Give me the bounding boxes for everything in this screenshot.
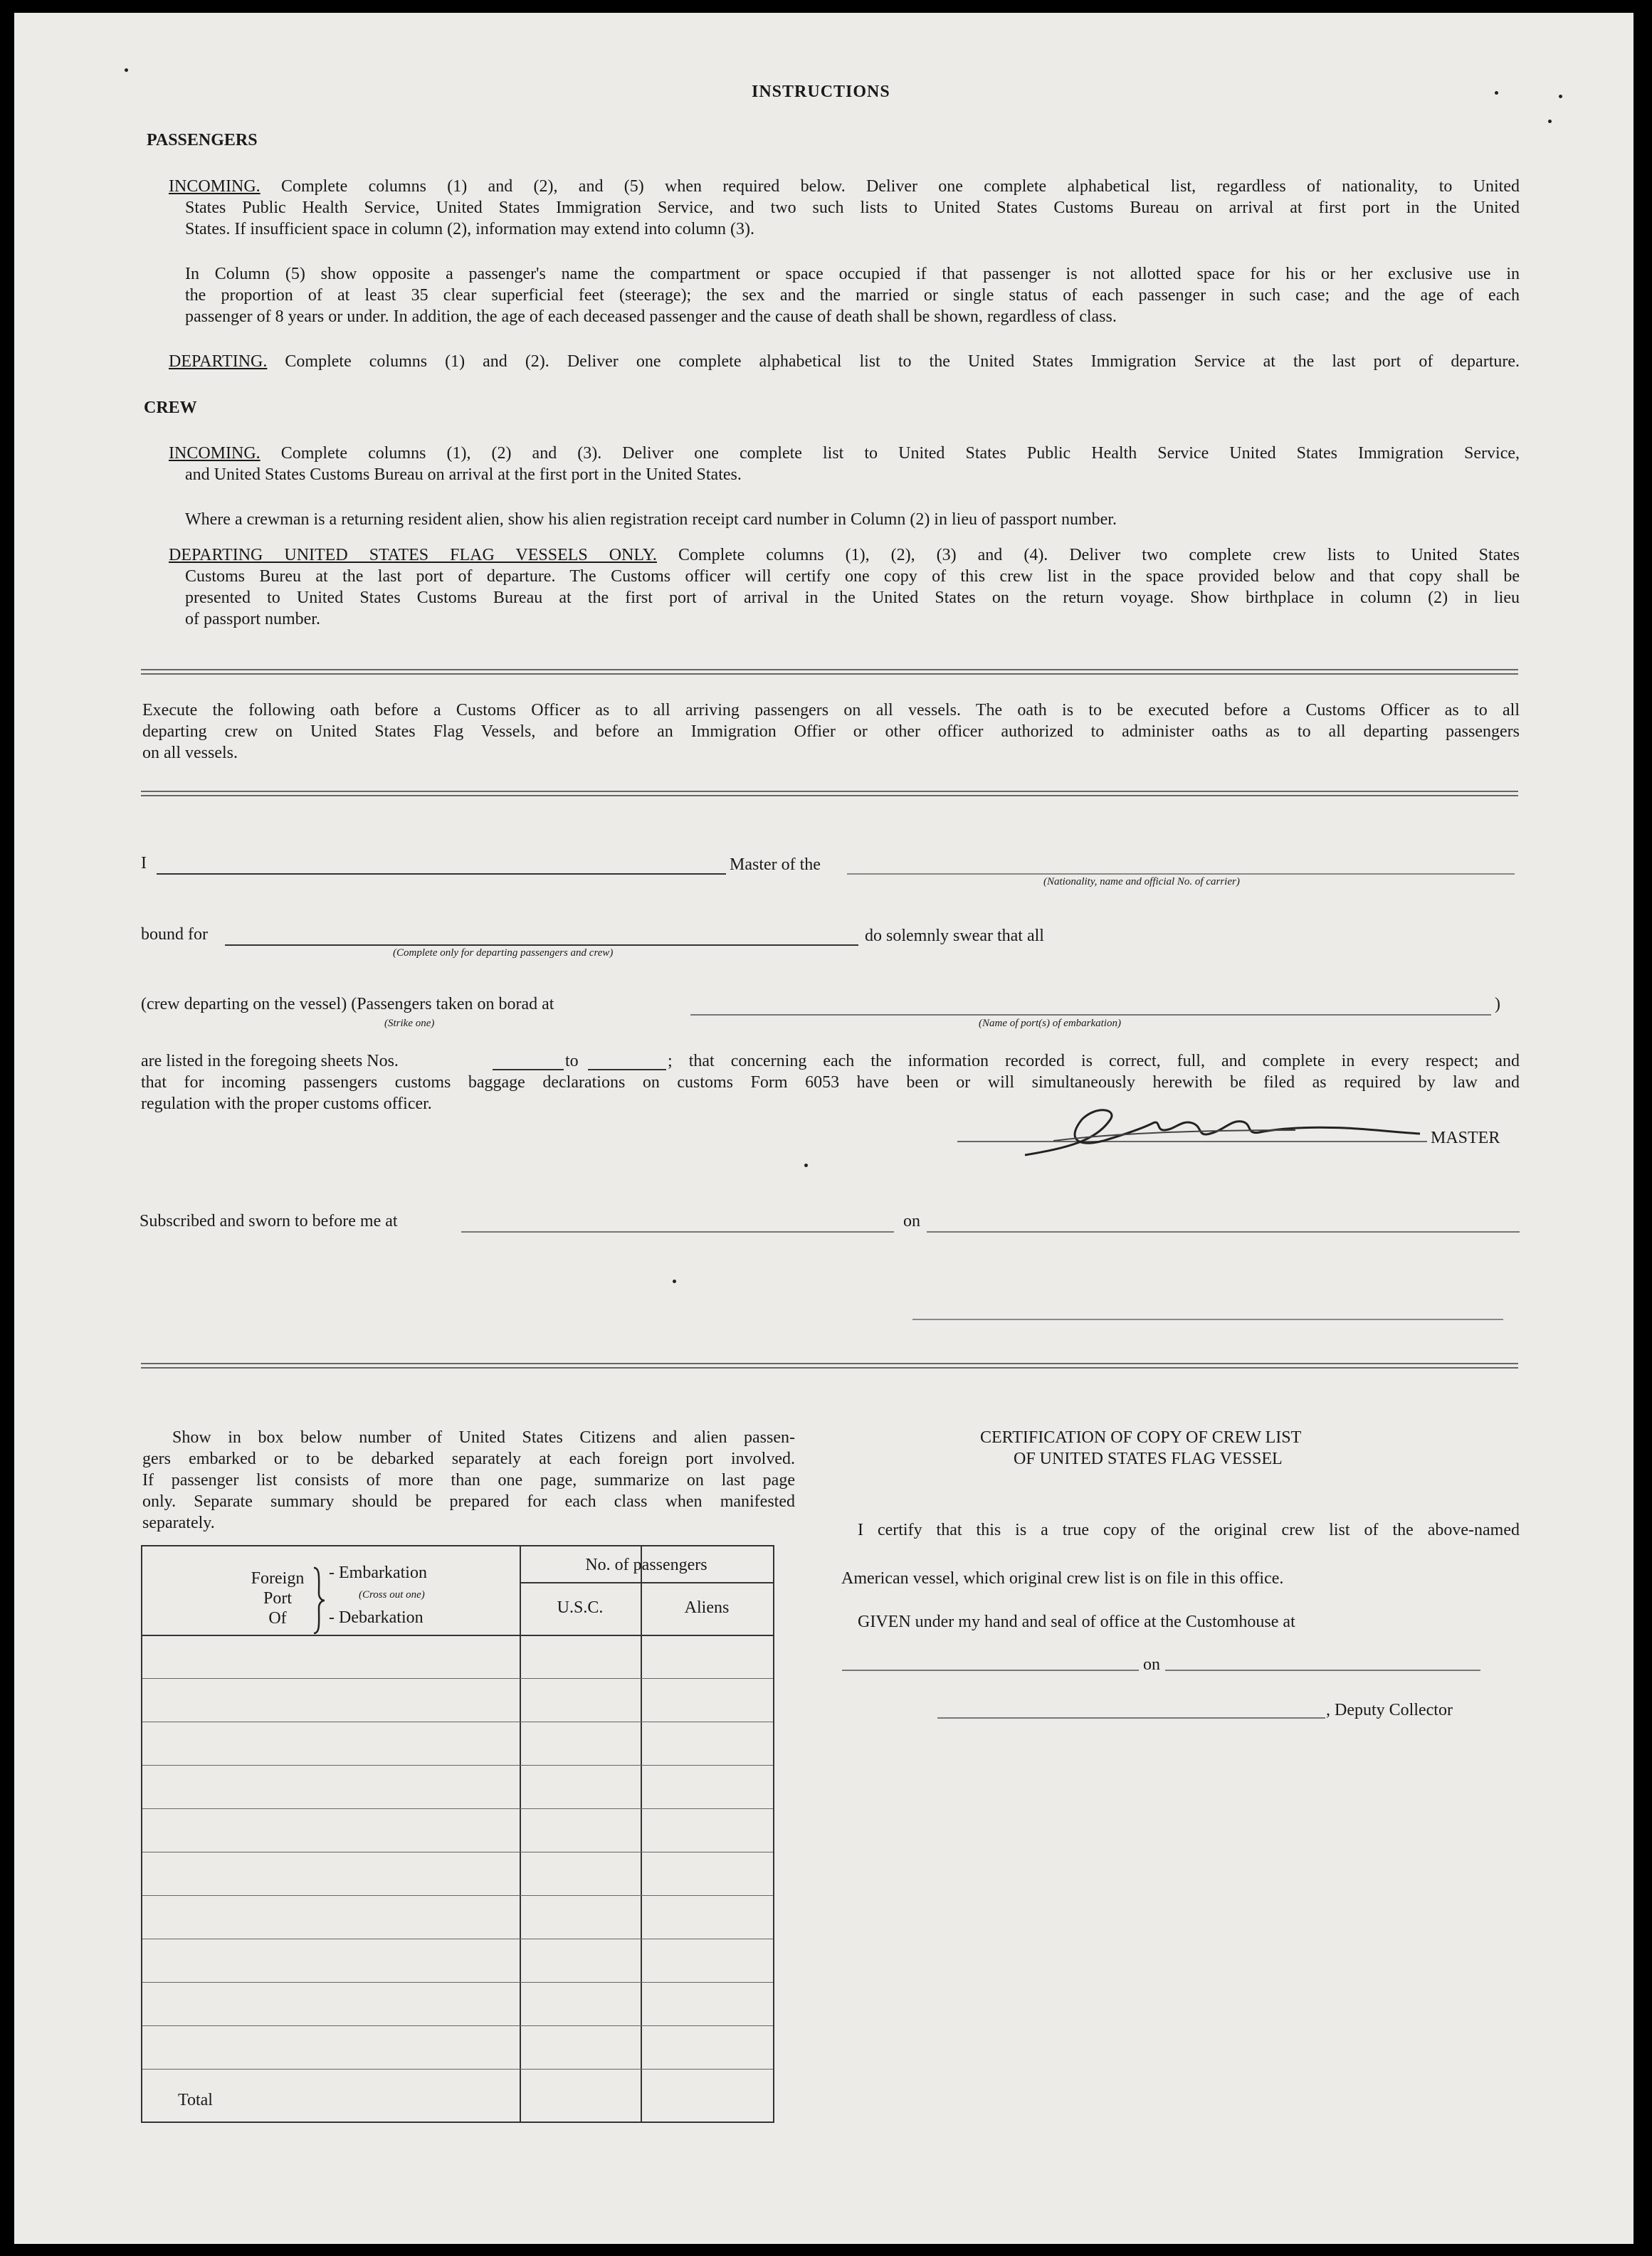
table-row bbox=[142, 2025, 773, 2026]
crew-alien-text: Where a crewman is a returning resident alien, show his alien registration receipt card number in Column (2) in lieu of passport number. bbox=[185, 510, 1117, 529]
summary-line-5: separately. bbox=[142, 1514, 215, 1532]
crew-heading: CREW bbox=[144, 399, 197, 417]
crew-incoming-line-2: and United States Customs Bureau on arrival at the first port in the United States. bbox=[185, 465, 742, 484]
table-header-of: Of bbox=[268, 1609, 287, 1628]
table-header-foreign: Foreign bbox=[251, 1569, 305, 1588]
certification-title-line-2: OF UNITED STATES FLAG VESSEL bbox=[1014, 1450, 1283, 1468]
brace-icon bbox=[312, 1565, 326, 1636]
table-total-label: Total bbox=[178, 2091, 213, 2109]
table-header-no-passengers: No. of passengers bbox=[585, 1556, 707, 1574]
section-divider bbox=[141, 1363, 1518, 1369]
strike-caption: (Strike one) bbox=[384, 1018, 435, 1029]
subscribed-label: Subscribed and sworn to before me at bbox=[140, 1212, 398, 1230]
table-row bbox=[142, 1808, 773, 1809]
oath-i-label: I bbox=[141, 854, 147, 873]
table-header-usc: U.S.C. bbox=[557, 1598, 604, 1617]
master-signature bbox=[1011, 1098, 1424, 1162]
listed-line-3: regulation with the proper customs officer. bbox=[141, 1095, 432, 1113]
officer-signature-field[interactable] bbox=[912, 1319, 1503, 1320]
master-name-field[interactable] bbox=[157, 873, 726, 875]
sheet-from-field[interactable] bbox=[493, 1069, 564, 1070]
section-divider bbox=[141, 791, 1518, 796]
customhouse-field[interactable] bbox=[842, 1670, 1139, 1671]
sworn-on-label: on bbox=[903, 1212, 920, 1230]
table-row bbox=[142, 1678, 773, 1679]
passengers-heading: PASSENGERS bbox=[147, 131, 258, 149]
table-header-embarkation: - Embarkation bbox=[329, 1564, 427, 1582]
table-header-port: Port bbox=[263, 1589, 292, 1608]
listed-label-b: ; that concerning each the information recorded is correct, full, and complete in every respect; and bbox=[668, 1052, 1520, 1070]
oath-intro-line-2: departing crew on United States Flag Vessels, and before an Immigration Offier or other officer authorized to administer oaths as to all departing passengers bbox=[142, 722, 1520, 741]
crew-departing-label: (crew departing on the vessel) (Passengers taken on borad at bbox=[141, 995, 554, 1013]
passengers-incoming-line-3: States. If insufficient space in column (2), information may extend into column (3). bbox=[185, 220, 755, 238]
summary-line-2: gers embarked or to be debarked separately at each foreign port involved. bbox=[142, 1450, 795, 1468]
certification-title-line-1: CERTIFICATION OF COPY OF CREW LIST bbox=[980, 1428, 1302, 1447]
passengers-departing-line: DEPARTING. Complete columns (1) and (2). Deliver one complete alphabetical list to the United States Immigration Service at the last port of departure. bbox=[169, 352, 1520, 371]
crew-departing-line-4: of passport number. bbox=[185, 610, 320, 628]
bound-for-label: bound for bbox=[141, 925, 208, 944]
table-row bbox=[142, 1895, 773, 1896]
carrier-caption: (Nationality, name and official No. of carrier) bbox=[1043, 876, 1240, 887]
swear-label: do solemnly swear that all bbox=[865, 927, 1044, 945]
speck bbox=[125, 68, 128, 72]
certification-on-label: on bbox=[1143, 1655, 1160, 1674]
oath-intro-line-1: Execute the following oath before a Customs Officer as to all arriving passengers on all vessels. The oath is to be executed before a Customs Officer as to all bbox=[142, 701, 1520, 720]
certification-date-field[interactable] bbox=[1165, 1670, 1480, 1671]
deputy-collector-label: , Deputy Collector bbox=[1326, 1701, 1453, 1719]
speck bbox=[804, 1164, 808, 1167]
speck bbox=[673, 1280, 676, 1283]
summary-line-4: only. Separate summary should be prepared for each class when manifested bbox=[142, 1492, 795, 1511]
column-divider bbox=[520, 1546, 521, 2121]
port-of-embarkation-field[interactable] bbox=[690, 1014, 1491, 1016]
table-header-aliens: Aliens bbox=[684, 1598, 730, 1617]
passengers-departing-label: DEPARTING. bbox=[169, 352, 268, 371]
table-header-debarkation: - Debarkation bbox=[329, 1608, 423, 1627]
listed-line-2: that for incoming passengers customs baggage declarations on customs Form 6053 have been or will simultaneously herewith be filed as required by law and bbox=[141, 1073, 1520, 1092]
master-of-the-label: Master of the bbox=[730, 855, 821, 874]
passengers-incoming-line-2: States Public Health Service, United States Immigration Service, and two such lists to United States Customs Bureau on arrival at first port in the United bbox=[185, 199, 1520, 217]
header-bottom bbox=[142, 1635, 773, 1636]
sworn-date-field[interactable] bbox=[927, 1231, 1520, 1233]
crew-incoming-line-1: INCOMING. Complete columns (1), (2) and (3). Deliver one complete list to United States Public Health Service United States Immigration Service, bbox=[169, 444, 1520, 463]
listed-label-a: are listed in the foregoing sheets Nos. bbox=[141, 1052, 399, 1070]
crew-departing-label: DEPARTING UNITED STATES FLAG VESSELS ONLY. bbox=[169, 546, 657, 564]
speck bbox=[1559, 95, 1562, 98]
crew-incoming-label: INCOMING. bbox=[169, 444, 261, 463]
form-page bbox=[14, 13, 1633, 2244]
sworn-at-field[interactable] bbox=[461, 1231, 894, 1233]
speck bbox=[1548, 120, 1552, 123]
bound-for-field[interactable] bbox=[225, 944, 858, 946]
certification-line-2: American vessel, which original crew list is on file in this office. bbox=[841, 1569, 1284, 1588]
certification-line-3: GIVEN under my hand and seal of office at the Customhouse at bbox=[858, 1613, 1295, 1631]
crew-departing-line-2: Customs Bureu at the last port of departure. The Customs officer will certify one copy of this crew list in the space provided below and that copy shall be bbox=[185, 567, 1520, 586]
listed-to-label: to bbox=[565, 1052, 579, 1070]
oath-intro-line-3: on all vessels. bbox=[142, 744, 238, 762]
carrier-field[interactable] bbox=[847, 873, 1515, 875]
crew-departing-line-1: DEPARTING UNITED STATES FLAG VESSELS ONLY. Complete columns (1), (2), (3) and (4). Deliver two complete crew lists to United States bbox=[169, 546, 1520, 564]
close-paren: ) bbox=[1495, 995, 1500, 1013]
passengers-col5-line-1: In Column (5) show opposite a passenger's name the compartment or space occupied if that passenger is not allotted space for his or her exclusive use in bbox=[185, 265, 1520, 283]
table-header-cross-out: (Cross out one) bbox=[359, 1589, 425, 1601]
crew-departing-line-3: presented to United States Customs Bureau at the first port of arrival in the United States on the return voyage. Show birthplace in column (2) in lieu bbox=[185, 589, 1520, 607]
header-divider bbox=[520, 1582, 773, 1583]
passengers-col5-line-2: the proportion of at least 35 clear superficial feet (steerage); the sex and the married or single status of each passenger in such case; and the age of each bbox=[185, 286, 1520, 305]
table-row bbox=[142, 1982, 773, 1983]
section-divider bbox=[141, 669, 1518, 675]
deputy-collector-signature-field[interactable] bbox=[937, 1717, 1325, 1719]
table-row bbox=[142, 1765, 773, 1766]
passengers-col5-line-3: passenger of 8 years or under. In addition, the age of each deceased passenger and the cause of death shall be shown, regardless of class. bbox=[185, 307, 1117, 326]
bound-for-caption: (Complete only for departing passengers and crew) bbox=[393, 947, 614, 959]
table-row bbox=[142, 2069, 773, 2070]
column-divider bbox=[641, 1546, 642, 2121]
master-label: MASTER bbox=[1431, 1129, 1500, 1147]
page-title: INSTRUCTIONS bbox=[752, 83, 890, 101]
passengers-incoming-line-1: INCOMING. Complete columns (1) and (2), and (5) when required below. Deliver one complete alphabetical list, regardless of nationality, to United bbox=[169, 177, 1520, 196]
sheet-to-field[interactable] bbox=[588, 1069, 666, 1070]
summary-line-1: Show in box below number of United States Citizens and alien passen- bbox=[172, 1428, 795, 1447]
summary-line-3: If passenger list consists of more than one page, summarize on last page bbox=[142, 1471, 795, 1490]
certification-line-1: I certify that this is a true copy of the original crew list of the above-named bbox=[858, 1521, 1520, 1539]
passenger-summary-table bbox=[141, 1545, 774, 2123]
passengers-incoming-label: INCOMING. bbox=[169, 177, 261, 196]
port-caption: (Name of port(s) of embarkation) bbox=[979, 1018, 1121, 1029]
speck bbox=[1495, 91, 1498, 95]
